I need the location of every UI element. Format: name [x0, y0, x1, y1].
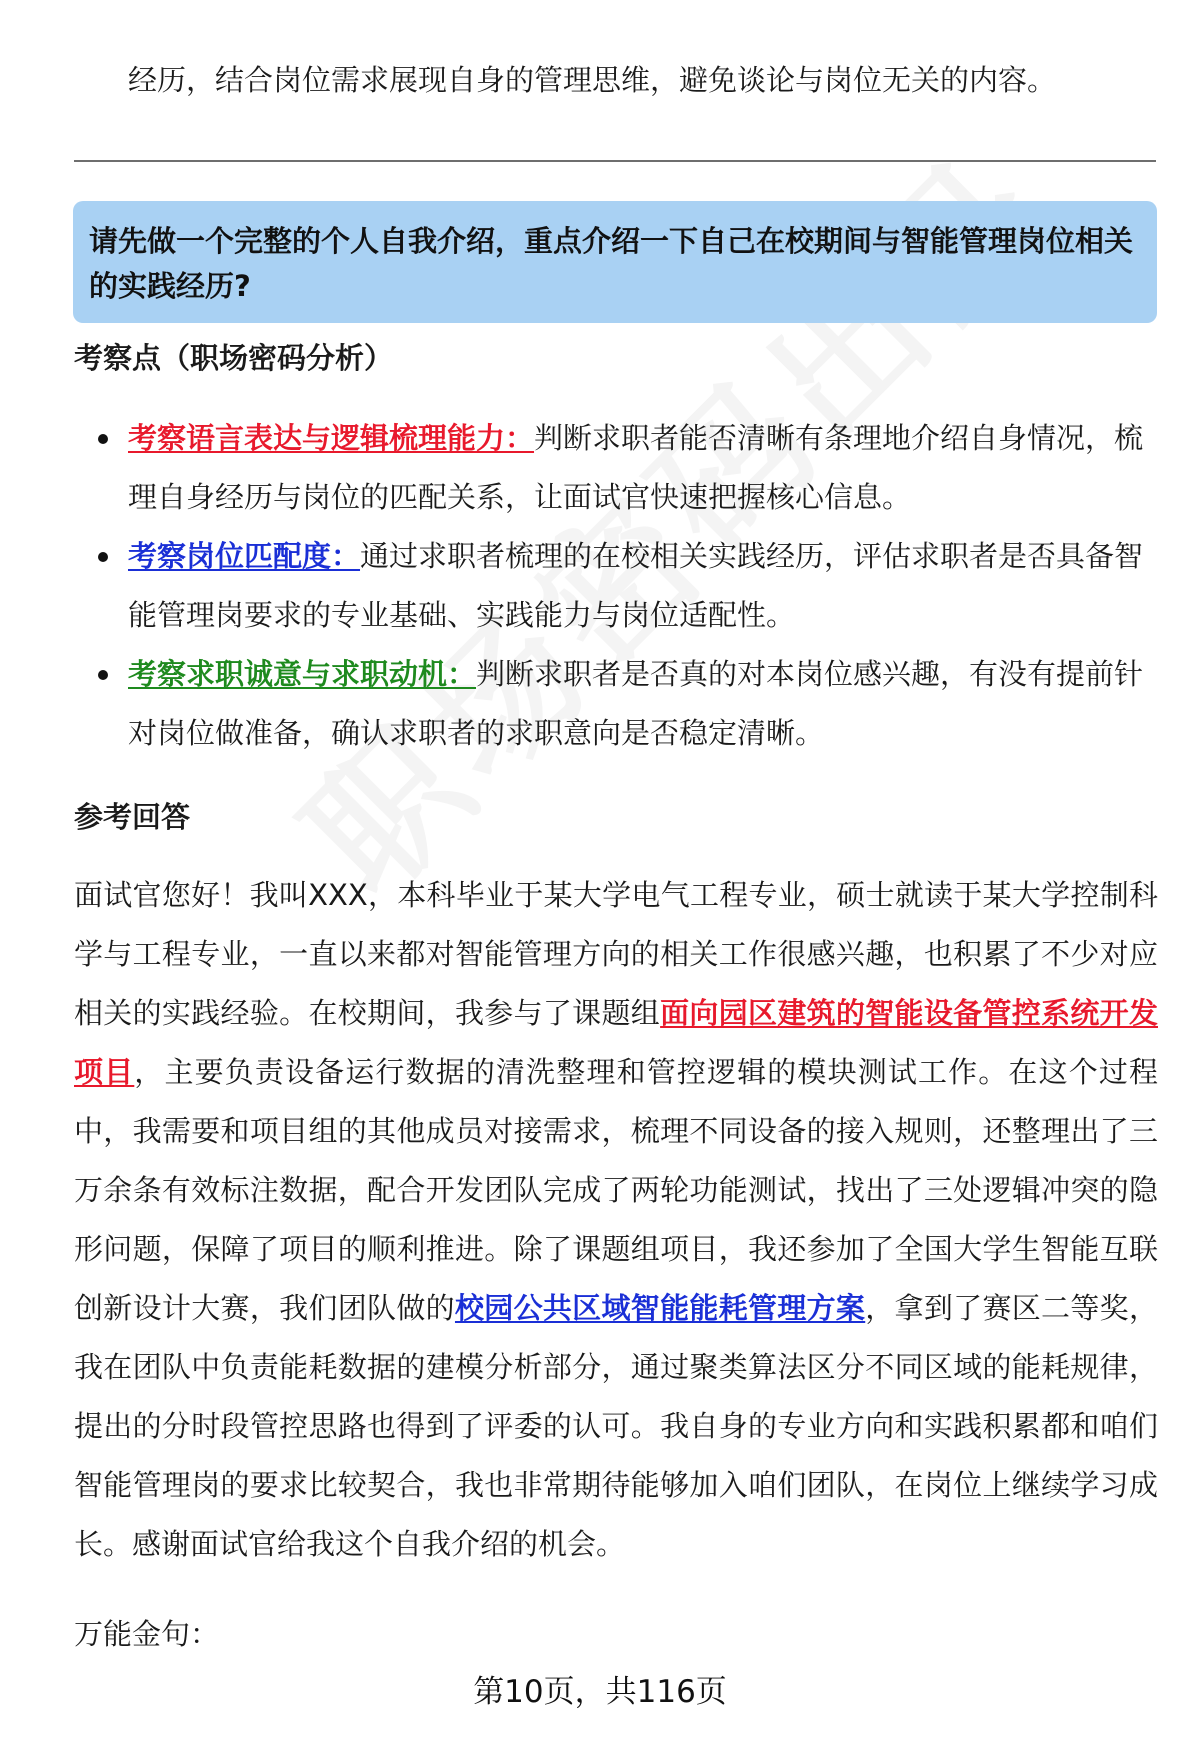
answer-highlight: 面向园区建筑的智能设备管控系统开发项目 — [74, 996, 1158, 1089]
answer-text: ，拿到了赛区二等奖，我在团队中负责能耗数据的建模分析部分，通过聚类算法区分不同区域的能耗规律，提出的分时段管控思路也得到了评委的认可。我自身的专业方向和实践积累都和咱们智能管理岗的要求比较契合，我也非常期待能够加入咱们团队，在岗位上继续学习成长。感谢面试官给我这个自我介绍的机会。 — [74, 1291, 1158, 1561]
exam-point-text: 判断求职者能否清晰有条理地介绍自身情况，梳理自身经历与岗位的匹配关系，让面试官快速把握核心信息。 — [128, 421, 1144, 514]
exam-point-keyword: 考察求职诚意与求职动机： — [128, 657, 477, 691]
page-number: 第10页，共116页 — [473, 1674, 727, 1710]
bullet-icon — [98, 670, 108, 680]
answer-text: 面试官您好！我叫XXX，本科毕业于某大学电气工程专业，硕士就读于某大学控制科学与工程专业，一直以来都对智能管理方向的相关工作很感兴趣，也积累了不少对应相关的实践经验。在校期间，我参与了课题组 — [74, 878, 1158, 1030]
exam-point-item — [128, 527, 1148, 645]
bullet-icon — [98, 434, 108, 444]
golden-sentence-label: 万能金句： — [74, 1617, 220, 1651]
answer-highlight: 校园公共区域智能能耗管理方案 — [454, 1291, 866, 1325]
question-text: 请先做一个完整的个人自我介绍，重点介绍一下自己在校期间与智能管理岗位相关的实践经历? — [89, 224, 1134, 303]
exam-point-text: 通过求职者梳理的在校相关实践经历，评估求职者是否具备智能管理岗要求的专业基础、实践能力与岗位适配性。 — [128, 539, 1144, 632]
question-box — [73, 201, 1157, 323]
exam-point-item — [128, 409, 1148, 527]
exam-point-keyword: 考察岗位匹配度： — [128, 539, 361, 573]
exam-point-keyword: 考察语言表达与逻辑梳理能力： — [128, 421, 535, 455]
bullet-icon — [98, 552, 108, 562]
exam-point-text: 判断求职者是否真的对本岗位感兴趣，有没有提前针对岗位做准备，确认求职者的求职意向是否稳定清晰。 — [128, 657, 1144, 750]
exam-point-item — [128, 645, 1148, 763]
exam-points-title: 考察点（职场密码分析） — [74, 341, 394, 375]
section-divider — [74, 160, 1156, 162]
reference-answer-title: 参考回答 — [74, 800, 191, 834]
reference-answer-body — [74, 866, 1158, 1574]
answer-text: ，主要负责设备运行数据的清洗整理和管控逻辑的模块测试工作。在这个过程中，我需要和项目组的其他成员对接需求，梳理不同设备的接入规则，还整理出了三万余条有效标注数据，配合开发团队完成了两轮功能测试，找出了三处逻辑冲突的隐形问题，保障了项目的顺利推进。除了课题组项目，我还参加了全国大学生智能互联创新设计大赛，我们团队做的 — [74, 1055, 1158, 1325]
previous-section-continuation: 经历，结合岗位需求展现自身的管理思维，避免谈论与岗位无关的内容。 — [128, 63, 1057, 97]
